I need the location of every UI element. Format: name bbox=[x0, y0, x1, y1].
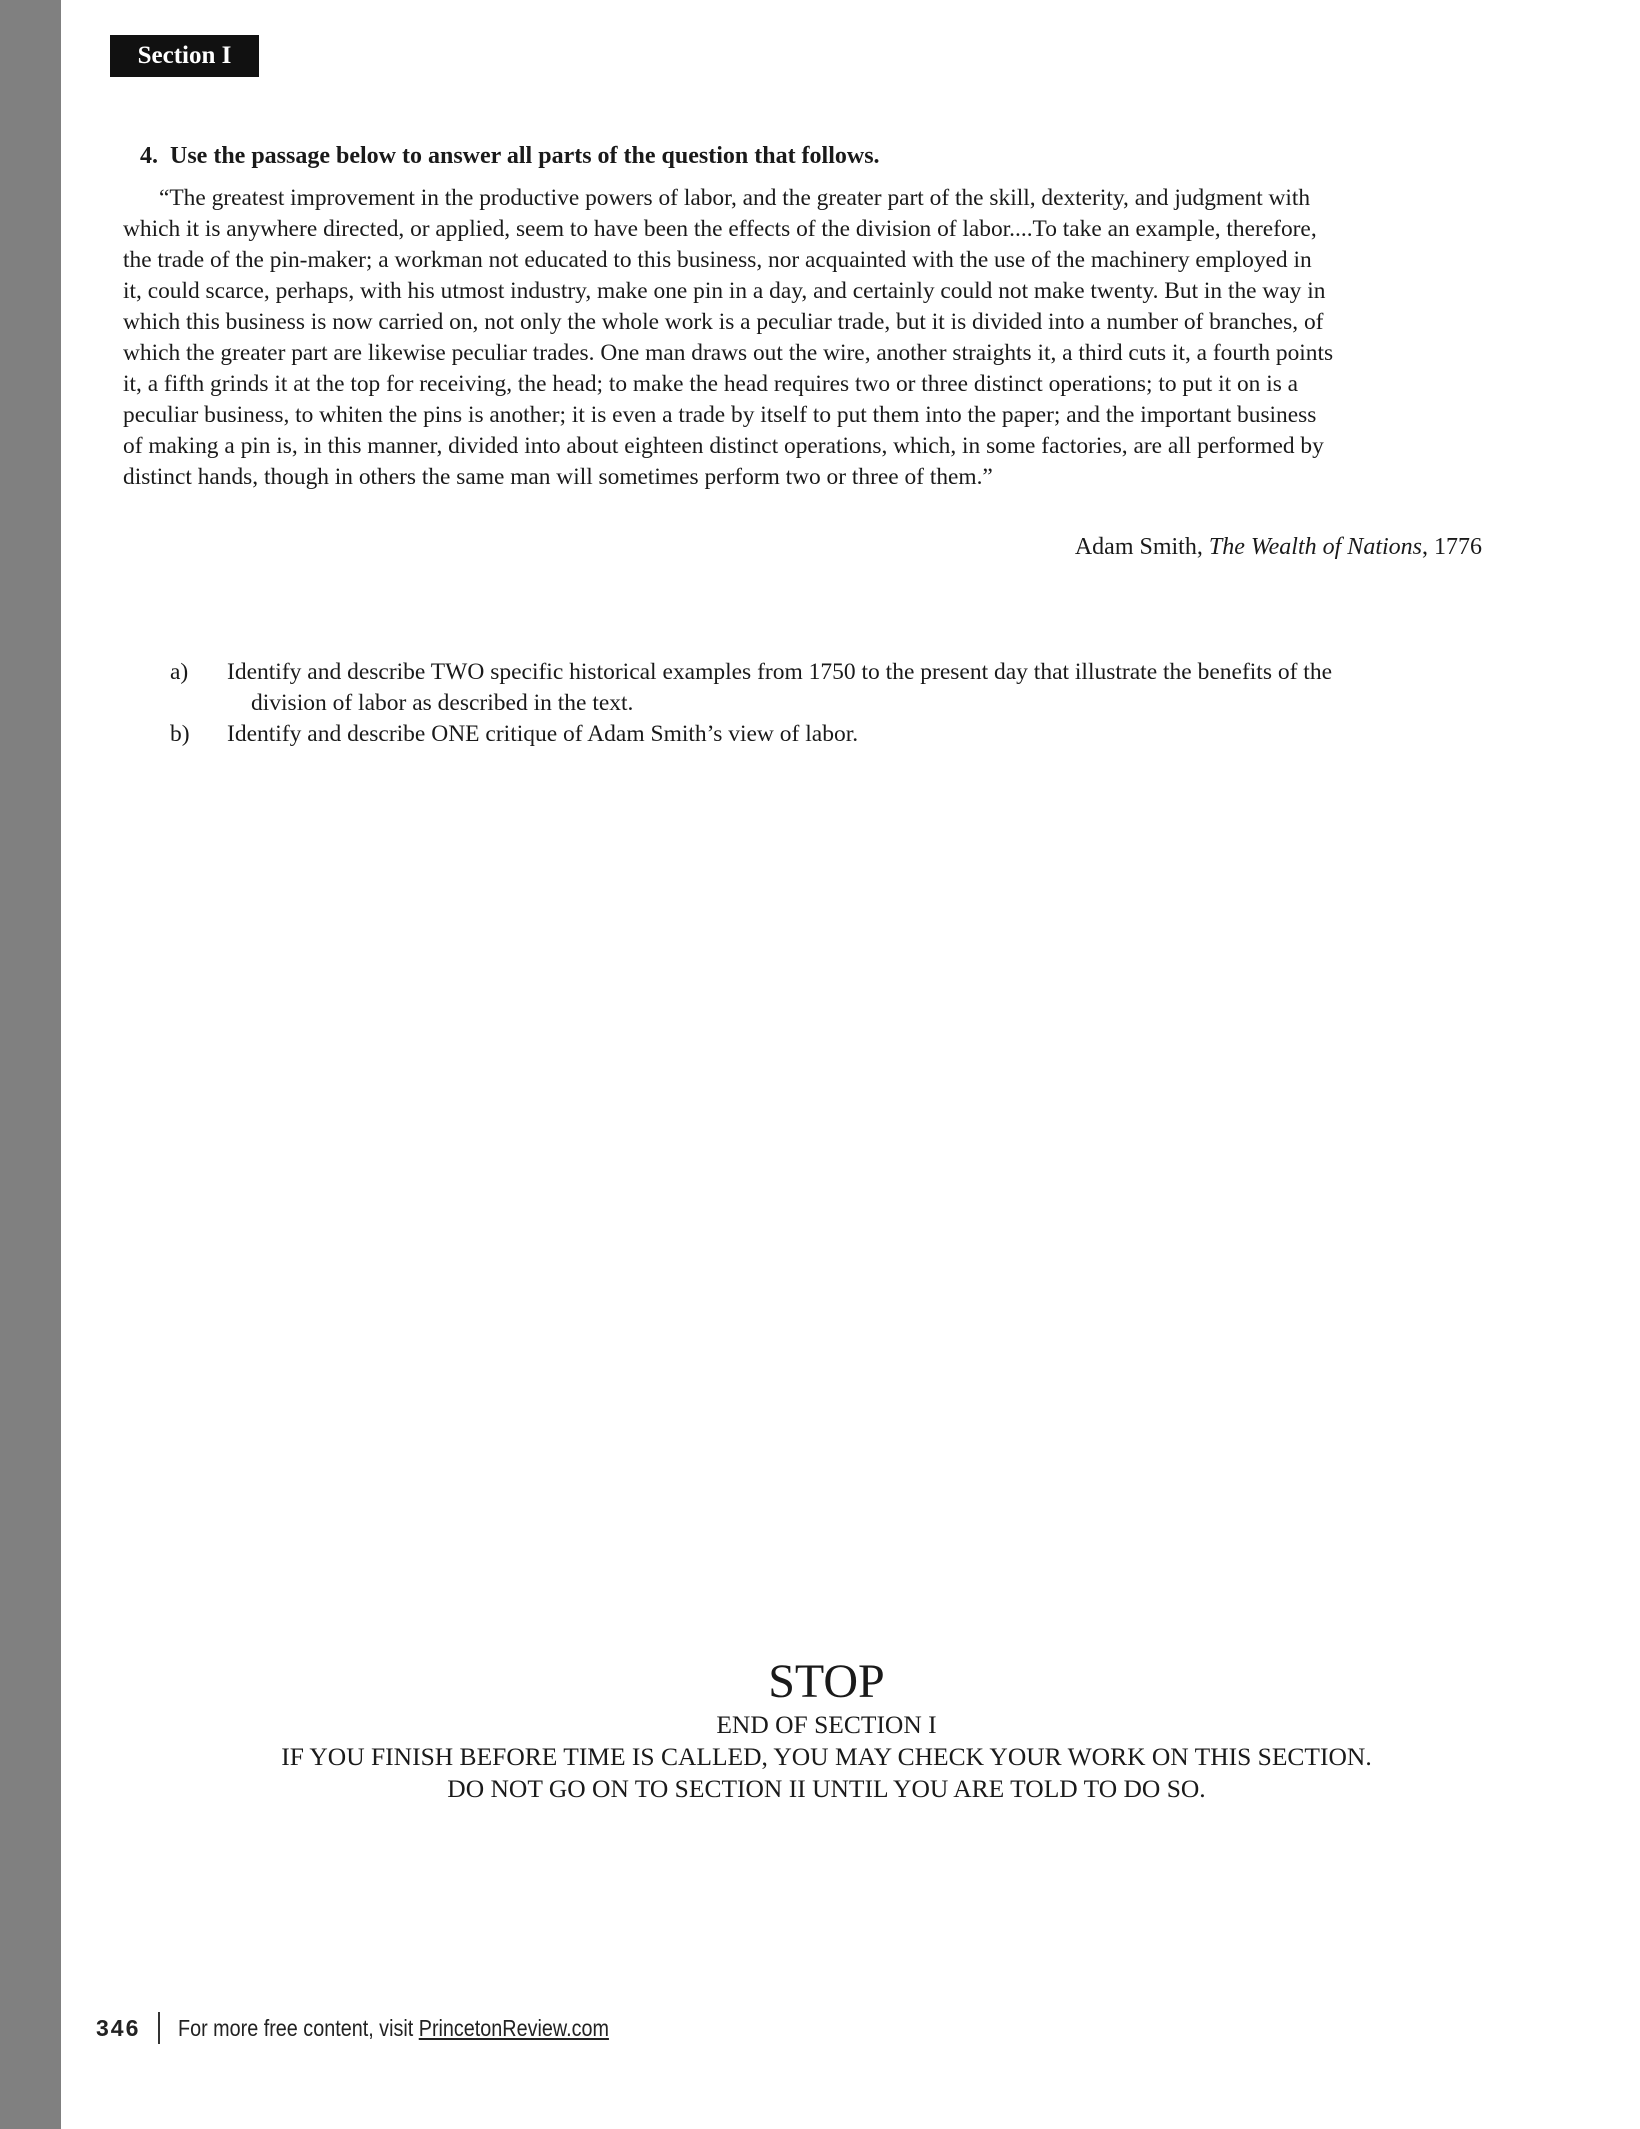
passage-line: which this business is now carried on, not only the whole work is a peculiar trade, but it is divided into a number of branches, of bbox=[123, 309, 1324, 335]
passage-line: it, a fifth grinds it at the top for receiving, the head; to make the head requires two or three distinct operations; to put it on is a bbox=[123, 371, 1299, 397]
attribution-year: , 1776 bbox=[1422, 534, 1482, 560]
footer-message: For more free content, visit bbox=[178, 2014, 420, 2041]
section-tab: Section I bbox=[110, 35, 259, 77]
footer-text bbox=[178, 2015, 609, 2042]
attribution-work-title: The Wealth of Nations bbox=[1208, 534, 1422, 560]
page-number: 346 bbox=[96, 2014, 141, 2041]
stop-heading: STOP bbox=[768, 1655, 885, 1708]
question-number: 4. bbox=[140, 143, 158, 169]
question-parts bbox=[170, 657, 1480, 750]
part-text-line: Identify and describe ONE critique of Adam Smith’s view of labor. bbox=[227, 721, 859, 747]
passage-line: which the greater part are likewise peculiar trades. One man draws out the wire, another straights it, a third cuts it, a fourth points bbox=[123, 340, 1334, 366]
question-prompt: Use the passage below to answer all parts of the question that follows. bbox=[170, 143, 880, 169]
part-letter: b) bbox=[170, 721, 190, 747]
part-letter: a) bbox=[170, 659, 189, 685]
page-footer bbox=[96, 2012, 679, 2044]
stop-line: DO NOT GO ON TO SECTION II UNTIL YOU ARE TOLD TO DO SO. bbox=[447, 1774, 1206, 1803]
stop-line: END OF SECTION I bbox=[716, 1710, 937, 1739]
question-part-b bbox=[170, 719, 1480, 750]
passage-line: which it is anywhere directed, or applied, seem to have been the effects of the division of labor....To take an example, therefore, bbox=[123, 216, 1317, 242]
question-heading bbox=[140, 140, 880, 172]
passage-line: it, could scarce, perhaps, with his utmost industry, make one pin in a day, and certainly could not make twenty. But in the way in bbox=[123, 278, 1326, 304]
passage-attribution bbox=[900, 531, 1482, 563]
passage-line: peculiar business, to whiten the pins is another; it is even a trade by itself to put them into the paper; and the important business bbox=[123, 402, 1317, 428]
part-text-line: Identify and describe TWO specific historical examples from 1750 to the present day that illustrate the benefits of the bbox=[227, 659, 1333, 685]
footer-divider bbox=[158, 2012, 160, 2044]
passage-line: the trade of the pin-maker; a workman not educated to this business, nor acquainted with the use of the machinery employed in bbox=[123, 247, 1312, 273]
passage-line: of making a pin is, in this manner, divided into about eighteen distinct operations, which, in some factories, are all performed by bbox=[123, 433, 1324, 459]
part-text-line: division of labor as described in the text. bbox=[251, 690, 634, 716]
passage-text bbox=[123, 183, 1463, 493]
passage-line: distinct hands, though in others the same man will sometimes perform two or three of them.” bbox=[123, 464, 993, 490]
attribution-author: Adam Smith, bbox=[1074, 534, 1209, 560]
question-part-a bbox=[170, 657, 1480, 719]
stop-notice bbox=[61, 1655, 1592, 1805]
footer-link[interactable]: PrincetonReview.com bbox=[419, 2014, 610, 2041]
stop-line: IF YOU FINISH BEFORE TIME IS CALLED, YOU MAY CHECK YOUR WORK ON THIS SECTION. bbox=[281, 1742, 1372, 1771]
side-margin-bar bbox=[0, 0, 61, 2129]
passage-line: “The greatest improvement in the productive powers of labor, and the greater part of the skill, dexterity, and judgment with bbox=[159, 185, 1311, 211]
